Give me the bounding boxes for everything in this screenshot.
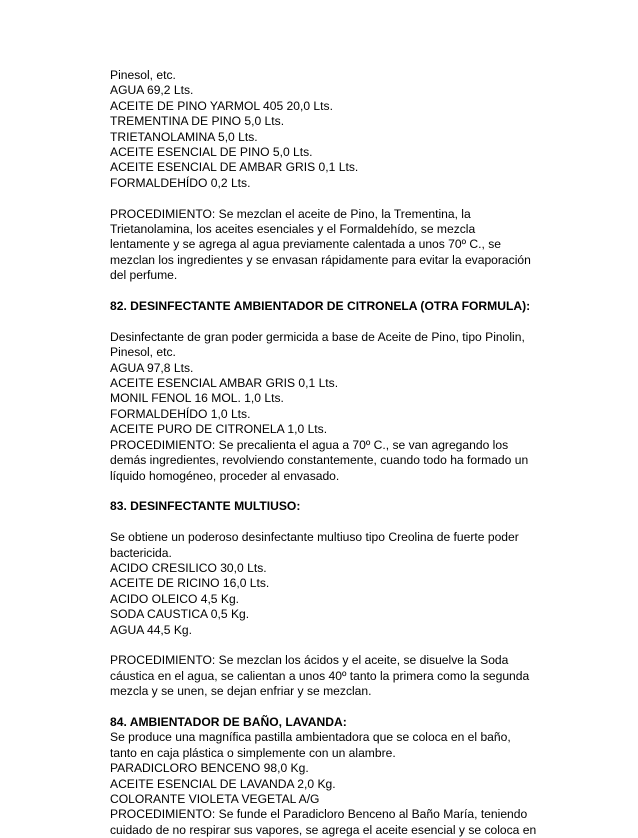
text-line: PROCEDIMIENTO: Se funde el Paradicloro Benceno al Baño María, teniendo [110, 807, 528, 822]
text-line: ACEITE ESENCIAL DE AMBAR GRIS 0,1 Lts. [110, 160, 359, 175]
text-line: PARADICLORO BENCENO 98,0 Kg. [110, 761, 309, 776]
text-line: COLORANTE VIOLETA VEGETAL A/G [110, 791, 320, 806]
text-line: Desinfectante de gran poder germicida a base de Aceite de Pino, tipo Pinolin, [110, 329, 525, 344]
text-line: cáustica en el agua, se calientan a unos 40º tanto la primera como la segunda [110, 668, 530, 683]
text-line: Pinesol, etc. [110, 345, 176, 360]
text-line: PROCEDIMIENTO: Se mezclan los ácidos y el aceite, se disuelve la Soda [110, 653, 509, 668]
text-line: Se produce una magnífica pastilla ambientadora que se coloca en el baño, [110, 730, 511, 745]
text-line: TREMENTINA DE PINO 5,0 Lts. [110, 114, 285, 129]
text-line: PROCEDIMIENTO: Se mezclan el aceite de Pino, la Trementina, la [110, 206, 471, 221]
text-line: mezcla y se unen, se dejan enfriar y se mezclan. [110, 684, 372, 699]
text-line: ACEITE PURO DE CITRONELA 1,0 Lts. [110, 422, 328, 437]
paragraph-gap [110, 700, 530, 715]
text-line: AGUA 44,5 Kg. [110, 622, 193, 637]
text-line: SODA CAUSTICA 0,5 Kg. [110, 607, 250, 622]
text-line: demás ingredientes, revolviendo constantemente, cuando todo ha formado un [110, 453, 529, 468]
paragraph-gap [110, 284, 530, 299]
text-line: ACEITE DE RICINO 16,0 Lts. [110, 576, 270, 591]
section-heading: 84. AMBIENTADOR DE BAÑO, LAVANDA: [110, 714, 347, 729]
text-line: líquido homogéneo, proceder al envasado. [110, 468, 340, 483]
document-body [110, 68, 537, 838]
text-line: TRIETANOLAMINA 5,0 Lts. [110, 129, 258, 144]
section-heading: 83. DESINFECTANTE MULTIUSO: [110, 499, 301, 514]
text-line: Se obtiene un poderoso desinfectante multiuso tipo Creolina de fuerte poder [110, 530, 519, 545]
text-line: bactericida. [110, 545, 172, 560]
text-line: FORMALDEHÍDO 0,2 Lts. [110, 175, 251, 190]
paragraph-gap [110, 515, 530, 530]
text-line: Pinesol, etc. [110, 68, 176, 82]
paragraph-gap [110, 314, 530, 329]
text-line: del perfume. [110, 268, 178, 283]
text-line: ACEITE ESENCIAL DE PINO 5,0 Lts. [110, 145, 313, 160]
text-line: Trietanolamina, los aceites esenciales y el Formaldehído, se mezcla [110, 222, 476, 237]
paragraph-gap [110, 191, 530, 206]
text-line: FORMALDEHÍDO 1,0 Lts. [110, 406, 251, 421]
paragraph-gap [110, 638, 530, 653]
text-line: mezclan los ingredientes y se envasan rápidamente para evitar la evaporación [110, 252, 531, 267]
text-line: MONIL FENOL 16 MOL. 1,0 Lts. [110, 391, 284, 406]
text-line: ACEITE DE PINO YARMOL 405 20,0 Lts. [110, 98, 333, 113]
section-heading: 82. DESINFECTANTE AMBIENTADOR DE CITRONELA (OTRA FORMULA): [110, 299, 531, 314]
text-line: ACEITE ESENCIAL DE LAVANDA 2,0 Kg. [110, 776, 336, 791]
text-line: AGUA 69,2 Lts. [110, 83, 194, 98]
text-line: ACIDO CRESILICO 30,0 Lts. [110, 560, 267, 575]
text-line: lentamente y se agrega al agua previamente calentada a unos 70º C., se [110, 237, 501, 252]
text-line: tanto en caja plástica o simplemente con un alambre. [110, 745, 396, 760]
text-line: ACIDO OLEICO 4,5 Kg. [110, 591, 240, 606]
text-line: cuidado de no respirar sus vapores, se agrega el aceite esencial y se coloca en [110, 822, 537, 837]
text-line: PROCEDIMIENTO: Se precalienta el agua a 70º C., se van agregando los [110, 437, 509, 452]
text-line: AGUA 97,8 Lts. [110, 360, 194, 375]
text-line: ACEITE ESENCIAL AMBAR GRIS 0,1 Lts. [110, 376, 339, 391]
paragraph-gap [110, 484, 530, 499]
